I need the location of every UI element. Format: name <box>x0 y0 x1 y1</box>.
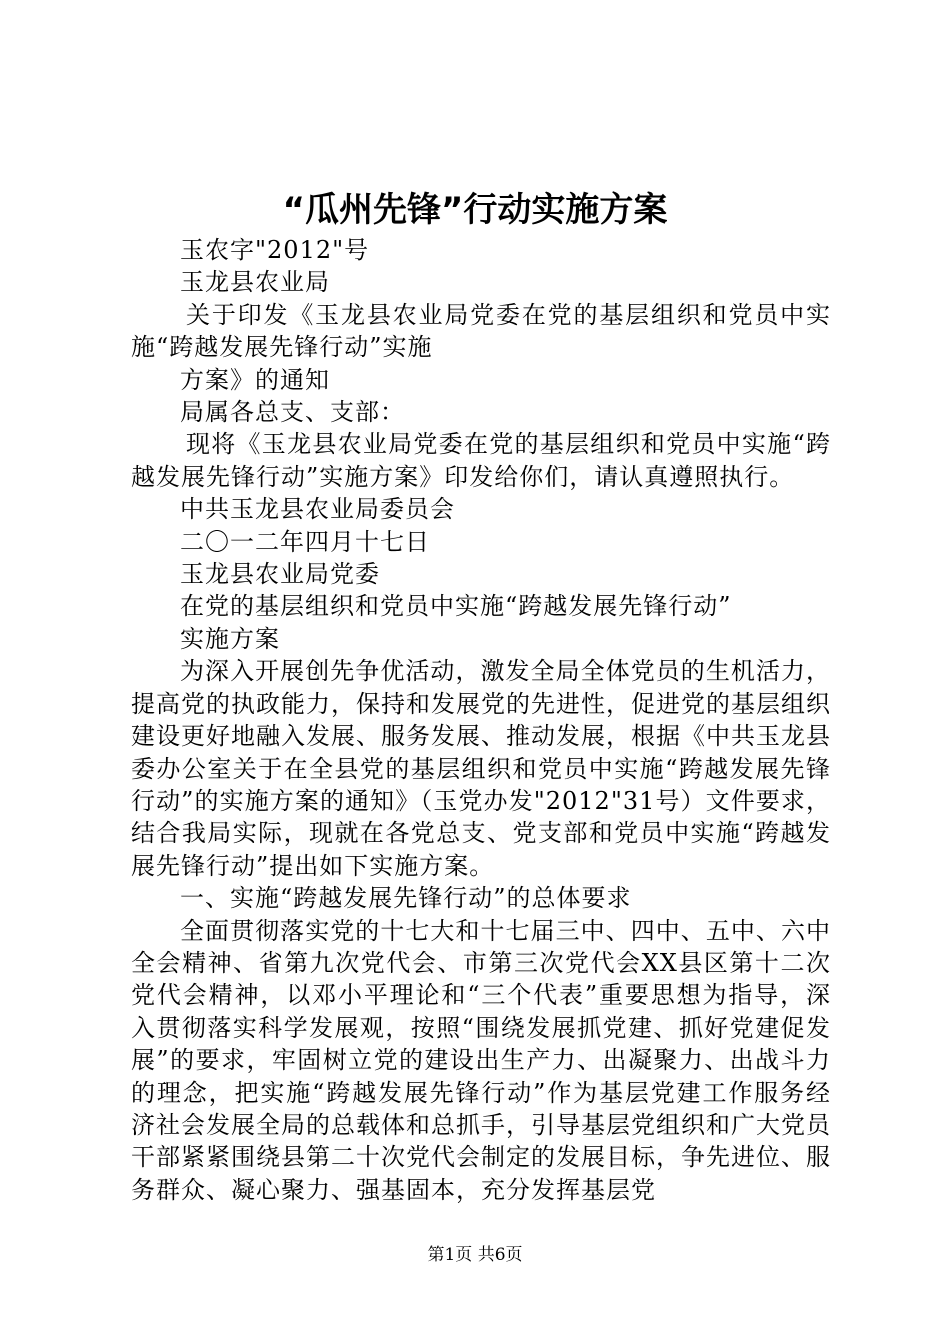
issuing-office: 玉龙县农业局 <box>180 268 330 297</box>
notice-title-cont: 方案》的通知 <box>180 365 330 394</box>
signature-date: 二〇一二年四月十七日 <box>180 527 430 556</box>
notice-paragraph: 现将《玉龙县农业局党委在党的基层组织和党员中实施“跨越发展先锋行动”实施方案》印发给你们，请认真遵照执行。 <box>131 430 831 491</box>
plan-title-cont: 实施方案 <box>180 624 280 653</box>
intro-paragraph: 为深入开展创先争优活动，激发全局全体党员的生机活力，提高党的执政能力，保持和发展党的先进性，促进党的基层组织建设更好地融入发展、服务发展、推动发展，根据《中共玉龙县委办公室关于在全县党的基层组织和党员中实施“跨越发展先锋行动”的实施方案的通知》（玉党办发"2012"31号）文件要求，结合我局实际，现就在各党总支、党支部和党员中实施“跨越发展先锋行动”提出如下实施方案。 <box>131 657 831 880</box>
plan-title: 在党的基层组织和党员中实施“跨越发展先锋行动” <box>180 592 732 621</box>
section-1-paragraph: 全面贯彻落实党的十七大和十七届三中、四中、五中、六中全会精神、省第九次党代会、市第三次党代会XX县区第十二次党代会精神，以邓小平理论和“三个代表”重要思想为指导，深入贯彻落实科学发展观，按照“围绕发展抓党建、抓好党建促发展”的要求，牢固树立党的建设出生产力、出凝聚力、出战斗力的理念，把实施“跨越发展先锋行动”作为基层党建工作服务经济社会发展全局的总载体和总抓手，引导基层党组织和广大党员干部紧紧围绕县第二十次党代会制定的发展目标，争先进位、服务群众、凝心聚力、强基固本，充分发挥基层党 <box>131 916 831 1204</box>
recipients: 局属各总支、支部： <box>180 398 405 427</box>
signature-org: 中共玉龙县农业局委员会 <box>180 495 455 524</box>
document-title: “瓜州先锋”行动实施方案 <box>282 190 668 230</box>
doc-number: 玉农字"2012"号 <box>180 236 370 264</box>
notice-title: 关于印发《玉龙县农业局党委在党的基层组织和党员中实施“跨越发展先锋行动”实施 <box>131 300 831 362</box>
plan-issuer: 玉龙县农业局党委 <box>180 560 380 589</box>
section-heading-1: 一、实施“跨越发展先锋行动”的总体要求 <box>180 884 632 913</box>
page-number: 第1页 共6页 <box>427 1245 523 1265</box>
document-body <box>131 234 831 1206</box>
